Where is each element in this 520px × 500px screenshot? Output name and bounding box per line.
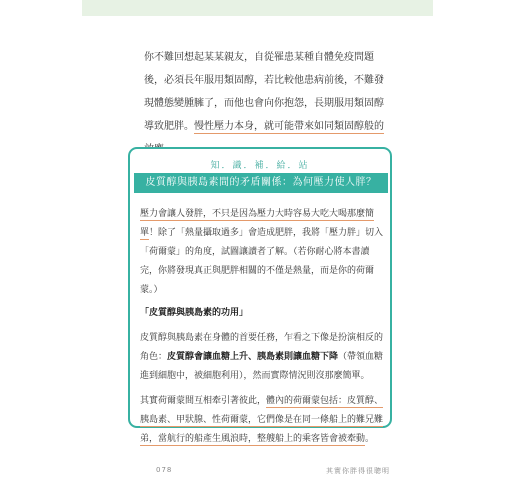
emphasis-text: 皮質醇會讓血糖上升、胰島素則讓血糖下降 [167,352,339,362]
text-run: 你不難回想起某某親友，自從罹患某種自體免疫問題後，必須長年服用類固醇，若比較他患病前後，不難發現體態變腫臃了，而他也會向你抱怨，長期服用類固醇導致肥胖。 [144,52,384,132]
knowledge-box-label: 知．識．補．給．站 [210,161,310,171]
knowledge-paragraph-3 [140,392,384,449]
text-run: 其實荷爾蒙間互相牽引著彼此， [140,396,267,406]
knowledge-box-banner: 皮質醇與胰島素間的矛盾關係：為何壓力使人胖？ [134,173,388,193]
underlined-text: 慢性壓力本身，就可能帶來如同類固醇般的 [144,121,384,157]
underlined-text: 壓力會讓人發胖，不只是因為壓力大時容易大吃大喝那麼簡單 [140,209,375,238]
book-title: 其實你胖得很聰明 [326,467,390,475]
knowledge-paragraph-2 [140,329,384,386]
knowledge-box-content [140,205,384,449]
knowledge-box [128,147,392,444]
text-run: ！除了「熱量攝取過多」會造成肥胖，我將「壓力胖」切入「荷爾蒙」的角度，試圖讓讀者了解。（若你耐心將本書讀完，你將發現真正與肥胖相關的不僅是熱量，而是你的荷爾蒙。） [140,228,384,295]
text-run: （帶領血糖進到細胞中，被細胞利用），然而實際情況則沒那麼簡單。 [140,352,384,381]
page-number: 078 [156,466,173,474]
text-run: 。 [365,434,375,444]
header-bar [82,0,433,16]
body-paragraph [144,46,384,161]
underlined-text: 體內的荷爾蒙包括：皮質醇、胰島素、甲狀腺、性荷爾蒙，它們像是在同一條船上的難兄難弟，當航行的船產生風浪時，整艘船上的乘客皆會被牽動 [140,396,384,444]
text-run: 皮質醇與胰島素在身體的首要任務，乍看之下像是扮演相反的角色： [140,333,384,362]
knowledge-subheading: 「皮質醇與胰島素的功用」 [140,308,249,318]
knowledge-paragraph-1 [140,205,384,300]
